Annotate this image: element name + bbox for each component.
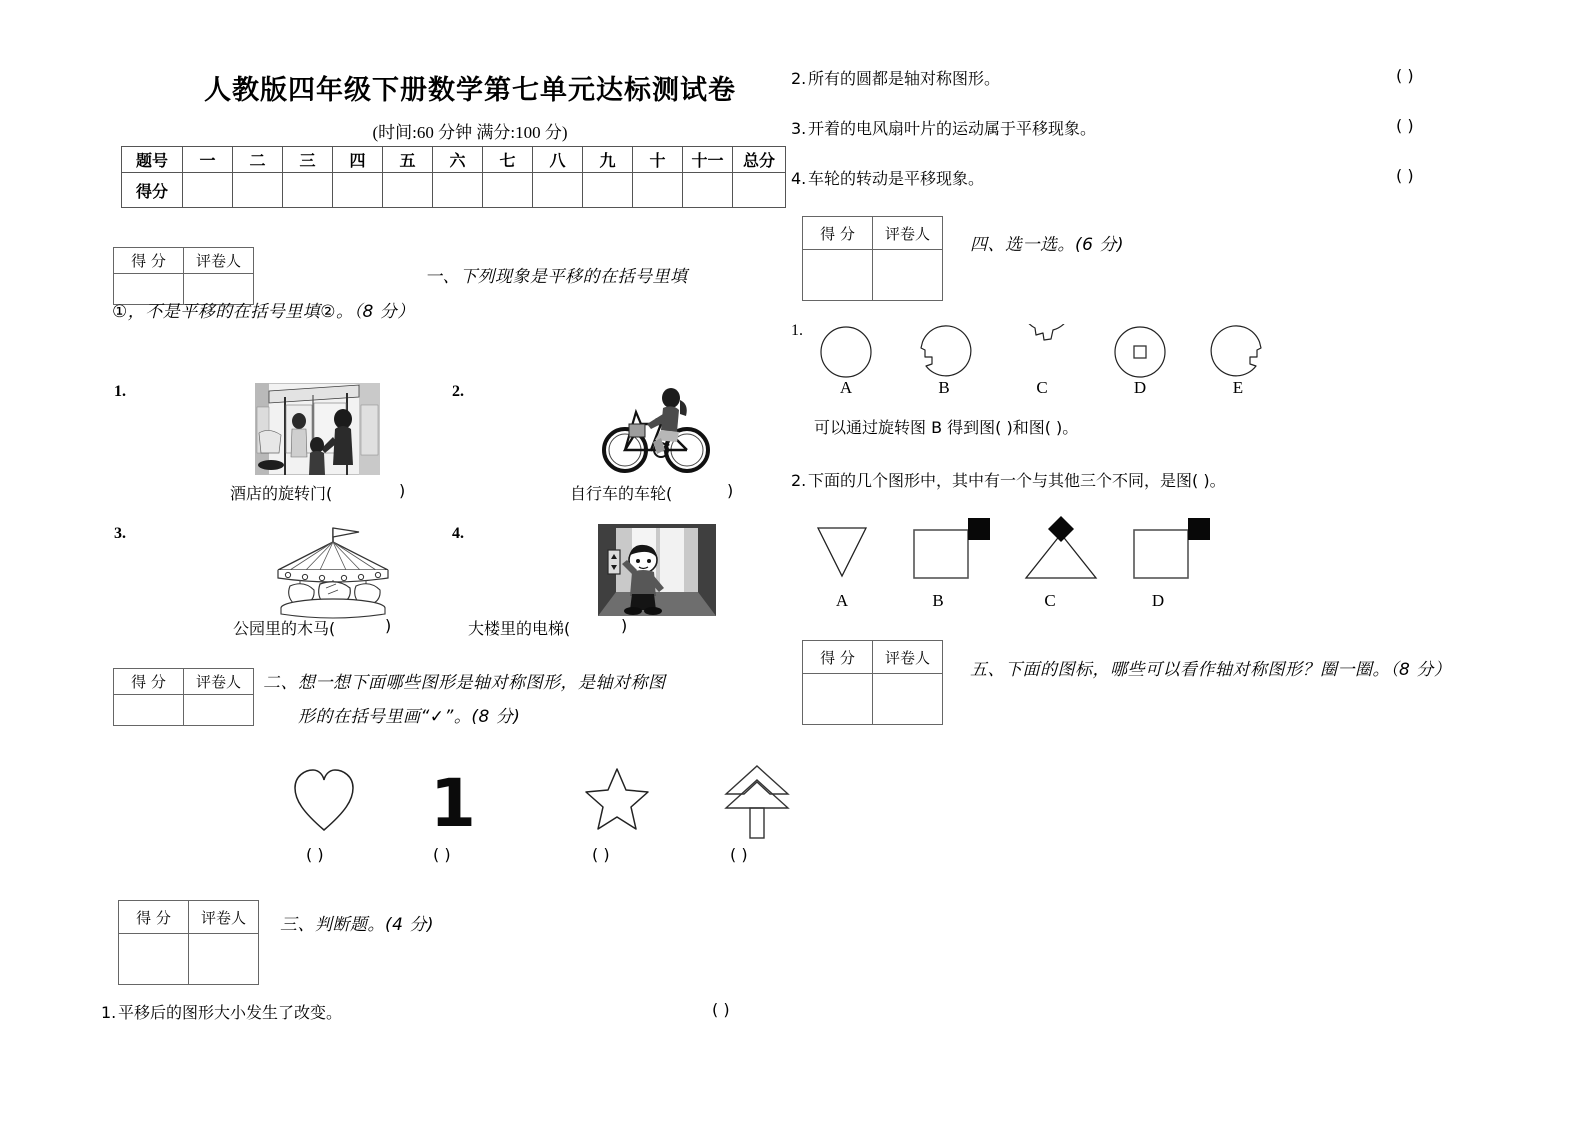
table-row: [803, 674, 943, 725]
judge-item-3-number: 3.: [791, 119, 807, 138]
col-total: 总分: [733, 147, 786, 173]
judge-item-4-bracket[interactable]: ( ): [1396, 166, 1414, 185]
score-cell-7[interactable]: [483, 173, 533, 208]
answer-bracket-2[interactable]: ( ): [433, 845, 451, 864]
page-subtitle: (时间:60 分钟 满分:100 分): [372, 123, 568, 142]
marker-label: 评卷人: [873, 641, 943, 674]
choice-q1-prompt[interactable]: 可以通过旋转图 B 得到图( )和图( )。: [814, 418, 1079, 437]
col-5: 五: [383, 147, 433, 173]
score-input-cell[interactable]: [114, 695, 184, 726]
judge-item-4-number: 4.: [791, 169, 807, 188]
judge-item-2-bracket[interactable]: ( ): [1396, 66, 1414, 85]
judge-item-2-text: 所有的圆都是轴对称图形。: [808, 69, 1001, 88]
score-cell-4[interactable]: [333, 173, 383, 208]
right-column: [790, 0, 1490, 1121]
page-title: 人教版四年级下册数学第七单元达标测试卷: [204, 75, 736, 106]
grade-box-section-two: [113, 668, 254, 726]
score-cell-2[interactable]: [233, 173, 283, 208]
revolving-door-photo: [255, 383, 380, 475]
score-cell-5[interactable]: [383, 173, 433, 208]
judge-item-3-bracket[interactable]: ( ): [1396, 116, 1414, 135]
score-label: 得 分: [114, 669, 184, 695]
marker-input-cell[interactable]: [873, 674, 943, 725]
col-9: 九: [583, 147, 633, 173]
section-three-heading: 三、判断题。(4 分): [280, 915, 434, 935]
marker-input-cell[interactable]: [189, 934, 259, 985]
item-number-4: 4.: [452, 525, 464, 542]
choice-q1-option-B: B: [938, 378, 950, 397]
answer-bracket-1[interactable]: ( ): [306, 845, 324, 864]
star-shape: [584, 766, 650, 832]
triangle-with-black-diamond-apex: [1020, 512, 1102, 584]
score-cell-6[interactable]: [433, 173, 483, 208]
score-cell-1[interactable]: [183, 173, 233, 208]
table-row: [803, 641, 943, 674]
marker-label: 评卷人: [184, 248, 254, 274]
item-caption-3: 公园里的木马(: [233, 619, 336, 638]
judge-item-1-text: 平移后的图形大小发生了改变。: [118, 1003, 343, 1022]
table-row: [119, 901, 259, 934]
down-triangle: [810, 518, 874, 584]
item-bracket-close-3: ): [385, 616, 392, 635]
marker-label: 评卷人: [873, 217, 943, 250]
marker-input-cell[interactable]: [184, 695, 254, 726]
circle-notch-top: [1014, 324, 1070, 380]
row-label-score: 得分: [122, 173, 183, 208]
table-row: [122, 147, 786, 173]
col-2: 二: [233, 147, 283, 173]
section-two-heading-line2: 形的在括号里画“✓”。(8 分): [298, 707, 521, 727]
heart-shape: [293, 768, 355, 832]
score-label: 得 分: [803, 641, 873, 674]
marker-label: 评卷人: [189, 901, 259, 934]
score-cell-10[interactable]: [633, 173, 683, 208]
item-number-2: 2.: [452, 383, 464, 400]
score-input-cell[interactable]: [119, 934, 189, 985]
item-bracket-close-4: ): [621, 616, 628, 635]
elevator-photo: [594, 520, 720, 620]
col-4: 四: [333, 147, 383, 173]
choice-q1-option-A: A: [839, 378, 853, 397]
circle-notch-left: [916, 324, 972, 380]
square-with-black-square-topright-b: [910, 512, 992, 584]
item-bracket-close-1: ): [399, 481, 406, 500]
table-row: [114, 248, 254, 274]
choice-q1-option-D: D: [1133, 378, 1147, 397]
section-five-heading: 五、下面的图标，哪些可以看作轴对称图形？圈一圈。（8 分）: [970, 660, 1452, 680]
bicycle-photo: [595, 382, 710, 474]
col-3: 三: [283, 147, 333, 173]
answer-bracket-3[interactable]: ( ): [592, 845, 610, 864]
col-10: 十: [633, 147, 683, 173]
answer-bracket-4[interactable]: ( ): [730, 845, 748, 864]
circle-notch-right: [1210, 324, 1266, 380]
item-number-1: 1.: [114, 383, 126, 400]
choice-q2-prompt[interactable]: 下面的几个图形中，其中有一个与其他三个不同，是图( )。: [808, 471, 1226, 490]
table-row: [119, 934, 259, 985]
score-cell-8[interactable]: [533, 173, 583, 208]
col-11: 十一: [683, 147, 733, 173]
score-input-cell[interactable]: [803, 250, 873, 301]
marker-input-cell[interactable]: [873, 250, 943, 301]
col-8: 八: [533, 147, 583, 173]
score-cell-11[interactable]: [683, 173, 733, 208]
section-one-heading-line1: 一、下列现象是平移的在括号里填: [425, 267, 688, 287]
judge-item-2-number: 2.: [791, 69, 807, 88]
col-1: 一: [183, 147, 233, 173]
score-cell-9[interactable]: [583, 173, 633, 208]
item-caption-1: 酒店的旋转门(: [230, 484, 333, 503]
section-two-heading-line1: 二、想一想下面哪些图形是轴对称图形，是轴对称图: [263, 673, 666, 693]
table-row: [803, 217, 943, 250]
col-7: 七: [483, 147, 533, 173]
score-label: 得 分: [119, 901, 189, 934]
choice-q1-option-E: E: [1232, 378, 1244, 397]
score-cell-3[interactable]: [283, 173, 333, 208]
col-6: 六: [433, 147, 483, 173]
score-cell-total[interactable]: [733, 173, 786, 208]
item-caption-4: 大楼里的电梯(: [468, 619, 571, 638]
square-with-black-square-topright-d: [1130, 512, 1212, 584]
choice-q2-option-D: D: [1151, 591, 1165, 610]
marker-label: 评卷人: [184, 669, 254, 695]
choice-q2-option-B: B: [932, 591, 944, 610]
score-label: 得 分: [803, 217, 873, 250]
table-row: [122, 173, 786, 208]
grade-box-section-five: [802, 640, 943, 725]
left-column: [100, 0, 800, 1121]
digit-one: [430, 768, 476, 832]
circle-with-square: [1112, 324, 1168, 380]
section-one-heading-line2: ①，不是平移的在括号里填②。（8 分）: [112, 302, 415, 322]
item-caption-2: 自行车的车轮(: [570, 484, 673, 503]
choice-q2-option-C: C: [1044, 591, 1056, 610]
table-row: [803, 250, 943, 301]
grade-box-section-three: [118, 900, 259, 985]
item-number-3: 3.: [114, 525, 126, 542]
choice-q2-option-A: A: [835, 591, 849, 610]
grade-box-section-four: [802, 216, 943, 301]
section-four-heading: 四、选一选。(6 分): [970, 235, 1124, 255]
score-label: 得 分: [114, 248, 184, 274]
table-row: [114, 669, 254, 695]
choice-q1-number: 1.: [791, 322, 803, 339]
svg-text:1: 1: [430, 768, 476, 832]
score-input-cell[interactable]: [803, 674, 873, 725]
row-label-question-no: 题号: [122, 147, 183, 173]
score-summary-table: [121, 146, 786, 208]
table-row: [114, 695, 254, 726]
tree-shape: [722, 764, 792, 840]
choice-q1-option-C: C: [1036, 378, 1048, 397]
judge-item-1-number: 1.: [101, 1003, 117, 1022]
plain-circle: [818, 324, 874, 380]
judge-item-1-bracket[interactable]: ( ): [712, 1000, 730, 1019]
judge-item-3-text: 开着的电风扇叶片的运动属于平移现象。: [808, 119, 1097, 138]
item-bracket-close-2: ): [727, 481, 734, 500]
carousel-drawing: [260, 520, 406, 620]
choice-q2-number: 2.: [791, 471, 807, 490]
judge-item-4-text: 车轮的转动是平移现象。: [808, 169, 985, 188]
